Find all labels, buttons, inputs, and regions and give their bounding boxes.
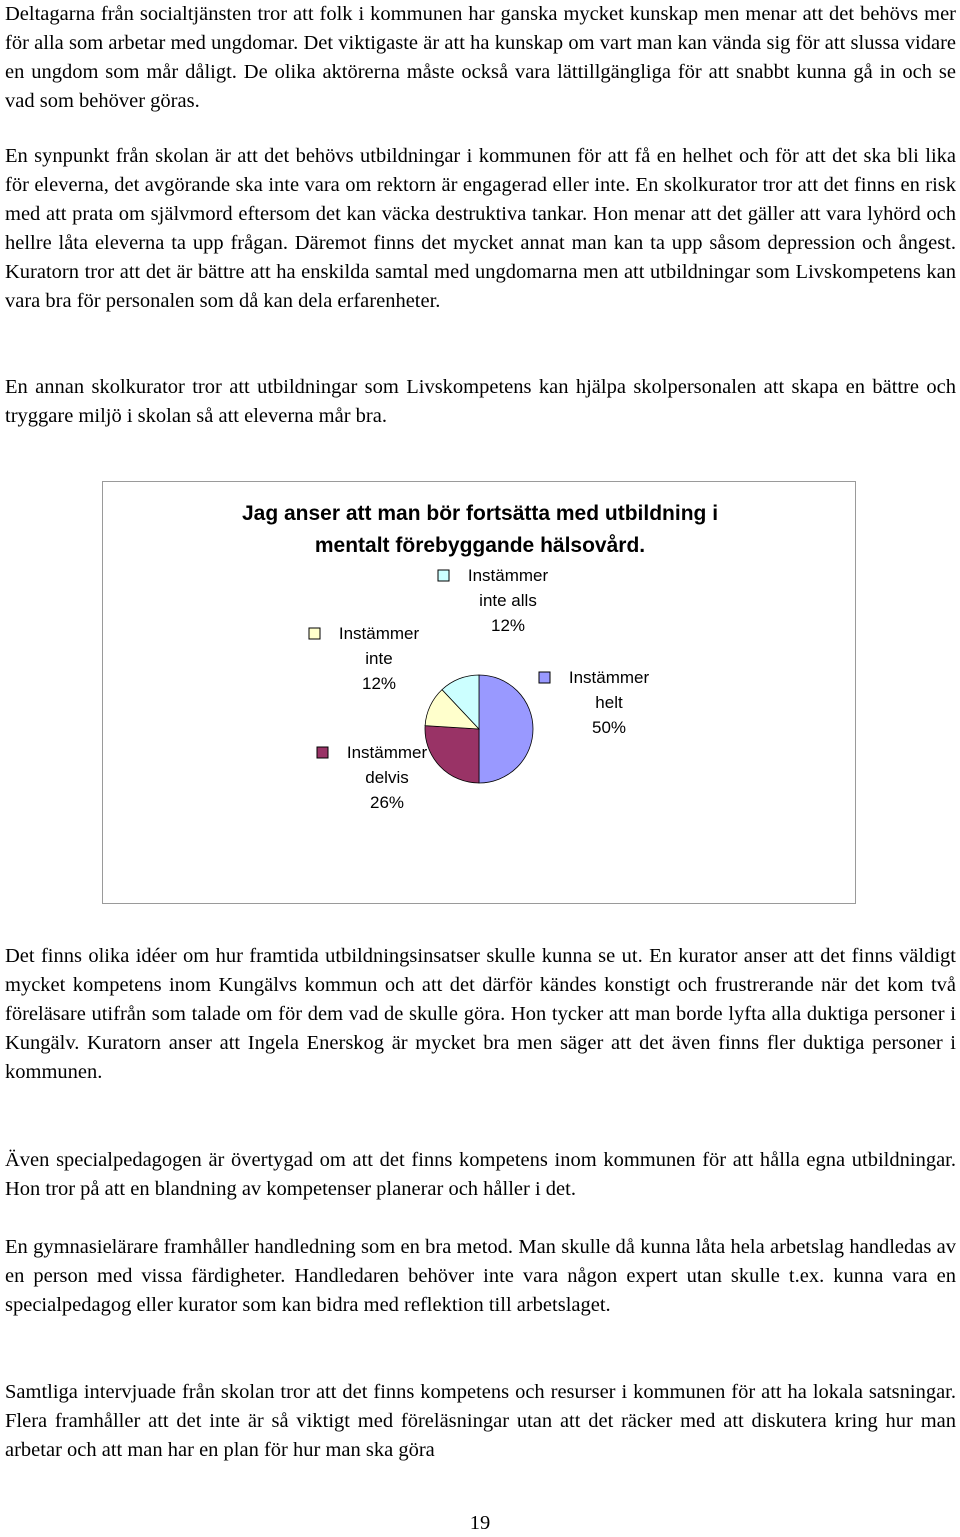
slice-label: 50% — [591, 718, 627, 737]
slice-label: Instämmer — [568, 668, 650, 687]
legend-key — [317, 747, 328, 758]
paragraph-samtliga: Samtliga intervjuade från skolan tror att det finns kompetens och resurser i kommunen för att ha lokala satsningar. Flera framhåller att det inte är så viktigt med föreläsningar utan att det räcker med att diskutera kring hur man arbetar och att man har en plan för hur man ska göra — [5, 1381, 956, 1461]
slice-label: Instämmer — [467, 566, 549, 585]
pie-slice — [425, 726, 479, 783]
slice-label: Instämmer — [338, 624, 420, 643]
pie-chart-frame — [102, 481, 856, 904]
slice-label: 12% — [361, 674, 397, 693]
legend-key — [539, 672, 550, 683]
chart-title-line: mentalt förebyggande hälsovård. — [314, 534, 646, 557]
pie-slice — [479, 675, 533, 783]
paragraph-skolan-synpunkt: En synpunkt från skolan är att det behövs utbildningar i kommunen för att få en helhet och för att det ska bli lika för eleverna, det avgörande ska inte vara om rektorn är engagerad eller inte. En skolkurator tror att det finns en risk med att prata om självmord eftersom det kan väcka destruktiva tankar. Hon menar att det gäller att vara lyhörd och hellre låta eleverna ta upp frågan. Däremot finns det mycket annat man kan ta upp såsom depression och ångest. Kuratorn tror att det är bättre att ha enskilda samtal med ungdomarna men att utbildningar som Livskompetens kan vara bra för personalen som då kan dela erfarenheter. — [5, 145, 956, 312]
slice-label: Instämmer — [346, 743, 428, 762]
slice-label: 26% — [369, 793, 405, 812]
slice-label: delvis — [365, 768, 409, 787]
paragraph-specialpedagog: Även specialpedagogen är övertygad om att det finns kompetens inom kommunen för att hålla egna utbildningar. Hon tror på att en blandning av kompetenser planerar och håller i det. — [5, 1149, 956, 1200]
paragraph-gymnasielarare: En gymnasielärare framhåller handledning som en bra metod. Man skulle då kunna låta hela arbetslag handledas av en person med vissa färdigheter. Handledaren behöver inte vara någon expert utan skulle t.ex. kunna vara en specialpedagog eller kurator som kan bidra med reflektion till arbetslaget. — [5, 1236, 956, 1316]
slice-label: helt — [595, 693, 623, 712]
slice-label: 12% — [490, 616, 526, 635]
legend-key — [309, 628, 320, 639]
slice-label: inte — [365, 649, 393, 668]
chart-title-line: Jag anser att man bör fortsätta med utbildning i — [241, 502, 719, 525]
paragraph-utbildningsinsatser: Det finns olika idéer om hur framtida utbildningsinsatser skulle kunna se ut. En kurator anser att det finns väldigt mycket kompetens inom Kungälvs kommun och att det därför kändes konstigt och frustrerande när det kom två föreläsare utifrån som talade om för dem vad de skulle göra. Hon tycker att man borde lyfta alla duktiga personer i Kungälv. Kuratorn anser att Ingela Enerskog är mycket bra men säger att det även finns fler duktiga personer i kommunen. — [5, 945, 956, 1083]
legend-key — [438, 570, 449, 581]
page-number: 19 — [469, 1512, 491, 1534]
paragraph-socialtjansten: Deltagarna från socialtjänsten tror att folk i kommunen har ganska mycket kunskap men menar att det behövs mer för alla som arbetar med ungdomar. Det viktigaste är att ha kunskap om vart man kan vända sig för att slussa vidare en ungdom som mår dåligt. De olika aktörerna måste också vara lättillgängliga för att snabbt kunna gå in och se vad som behöver göras. — [5, 3, 956, 112]
pie-chart — [103, 482, 857, 905]
slice-label: inte alls — [479, 591, 537, 610]
paragraph-skolkurator: En annan skolkurator tror att utbildningar som Livskompetens kan hjälpa skolpersonalen att skapa en bättre och tryggare miljö i skolan så att eleverna mår bra. — [5, 376, 956, 427]
